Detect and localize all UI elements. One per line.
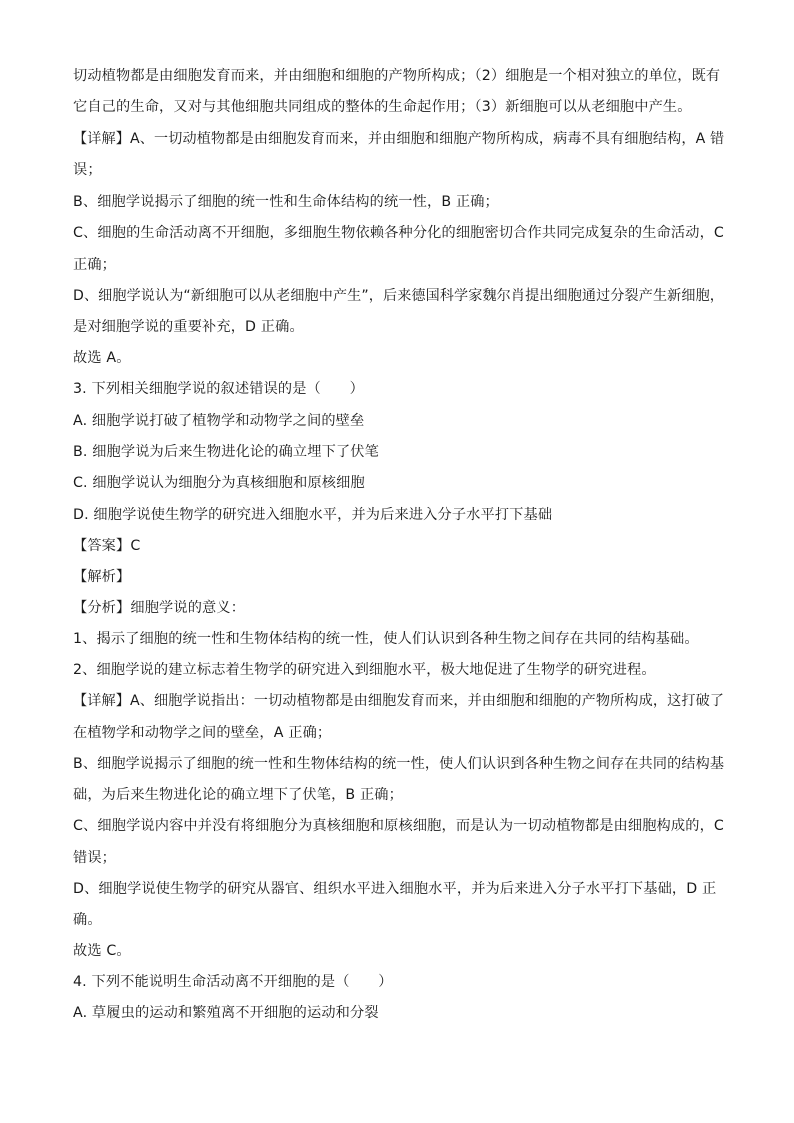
text-line: 确。	[73, 912, 102, 928]
question-title: 3. 下列相关细胞学说的叙述错误的是（ ）	[73, 381, 364, 397]
text-line: 正确；	[73, 257, 117, 273]
text-line: 故选 A。	[73, 350, 131, 366]
question-title: 4. 下列不能说明生命活动离不开细胞的是（ ）	[73, 974, 393, 990]
text-line: 错误；	[73, 850, 117, 866]
text-line: 在植物学和动物学之间的壁垒，A 正确；	[73, 725, 332, 741]
option-a: A. 细胞学说打破了植物学和动物学之间的壁垒	[73, 413, 365, 429]
text-line: 误；	[73, 162, 102, 178]
text-line: B、细胞学说揭示了细胞的统一性和生命体结构的统一性，B 正确；	[73, 194, 499, 210]
option-d: D. 细胞学说使生物学的研究进入细胞水平，并为后来进入分子水平打下基础	[73, 507, 553, 523]
text-line: 它自己的生命，又对与其他细胞共同组成的整体的生命起作用；（3）新细胞可以从老细胞中产生。	[73, 99, 692, 115]
text-line: C、细胞学说内容中并没有将细胞分为真核细胞和原核细胞，而是认为一切动植物都是由细胞构成的，C	[73, 818, 724, 834]
text-line: 是对细胞学说的重要补充，D 正确。	[73, 319, 304, 335]
text-line: 故选 C。	[73, 943, 131, 959]
text-line: 【详解】A、一切动植物都是由细胞发育而来，并由细胞和细胞产物所构成，病毒不具有细胞结构，A 错	[73, 131, 725, 147]
text-line: D、细胞学说认为“新细胞可以从老细胞中产生”，后来德国科学家魏尔肖提出细胞通过分裂产生新细胞，	[73, 288, 725, 304]
option-c: C. 细胞学说认为细胞分为真核细胞和原核细胞	[73, 475, 365, 491]
text-line: 2、细胞学说的建立标志着生物学的研究进入到细胞水平，极大地促进了生物学的研究进程。	[73, 662, 656, 678]
text-line: 础，为后来生物进化论的确立埋下了伏笔，B 正确；	[73, 787, 403, 803]
text-line: 【分析】细胞学说的意义：	[73, 600, 246, 616]
option-a: A. 草履虫的运动和繁殖离不开细胞的运动和分裂	[73, 1005, 379, 1021]
text-line: C、细胞的生命活动离不开细胞，多细胞生物依赖各种分化的细胞密切合作共同完成复杂的生命活动，C	[73, 225, 724, 241]
option-b: B. 细胞学说为后来生物进化论的确立埋下了伏笔	[73, 444, 379, 460]
text-line: 1、揭示了细胞的统一性和生物体结构的统一性，使人们认识到各种生物之间存在共同的结构基础。	[73, 631, 699, 647]
answer-line: 【答案】C	[73, 538, 141, 554]
text-line: D、细胞学说使生物学的研究从器官、组织水平进入细胞水平，并为后来进入分子水平打下基础，D 正	[73, 881, 717, 897]
text-line: 切动植物都是由细胞发育而来，并由细胞和细胞的产物所构成；（2）细胞是一个相对独立的单位，既有	[73, 68, 721, 84]
text-line: 【详解】A、细胞学说指出：一切动植物都是由细胞发育而来，并由细胞和细胞的产物所构成，这打破了	[73, 693, 725, 709]
text-line: B、细胞学说揭示了细胞的统一性和生物体结构的统一性，使人们认识到各种生物之间存在共同的结构基	[73, 756, 725, 772]
analysis-heading: 【解析】	[73, 569, 131, 585]
